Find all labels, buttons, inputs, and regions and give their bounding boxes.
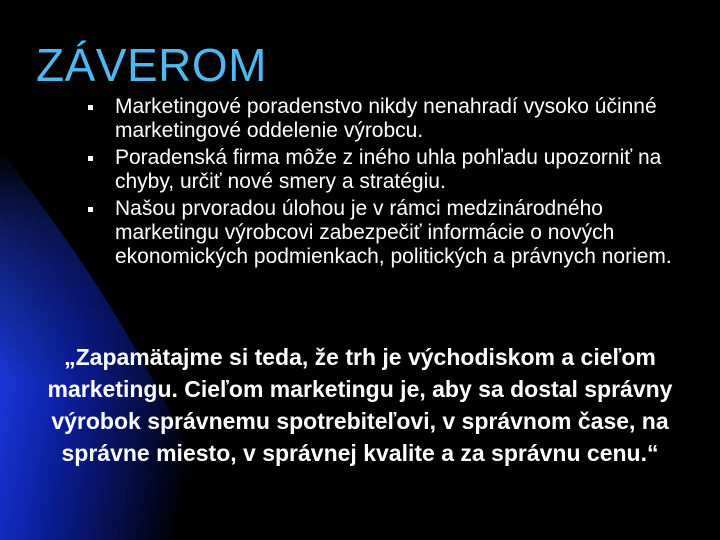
slide-title: ZÁVEROM [36, 39, 267, 91]
bullet-list [88, 95, 688, 272]
bullet-item [88, 95, 688, 143]
bullet-square-icon [88, 105, 93, 110]
bullet-text: Poradenská firma môže z iného uhla pohľadu upozorniť na chyby, určiť nové smery a stratégiu. [115, 146, 662, 193]
bullet-text: Marketingové poradenstvo nikdy nenahradí vysoko účinné marketingové oddelenie výrobcu. [115, 95, 657, 142]
bullet-square-icon [88, 156, 93, 161]
closing-quote: „Zapamätajme si teda, že trh je východiskom a cieľom marketingu. Cieľom marketingu je, aby sa dostal správny výrobok správnemu spotrebiteľovi, v správnom čase, na správne miesto, v správnej kvalite a za správnu cenu.“ [47, 344, 673, 466]
bullet-item [88, 197, 688, 269]
bullet-item [88, 146, 688, 194]
bullet-text: Našou prvoradou úlohou je v rámci medzinárodného marketingu výrobcovi zabezpečiť informácie o nových ekonomických podmienkach, politických a právnych noriem. [115, 197, 672, 268]
bullet-square-icon [88, 207, 93, 212]
